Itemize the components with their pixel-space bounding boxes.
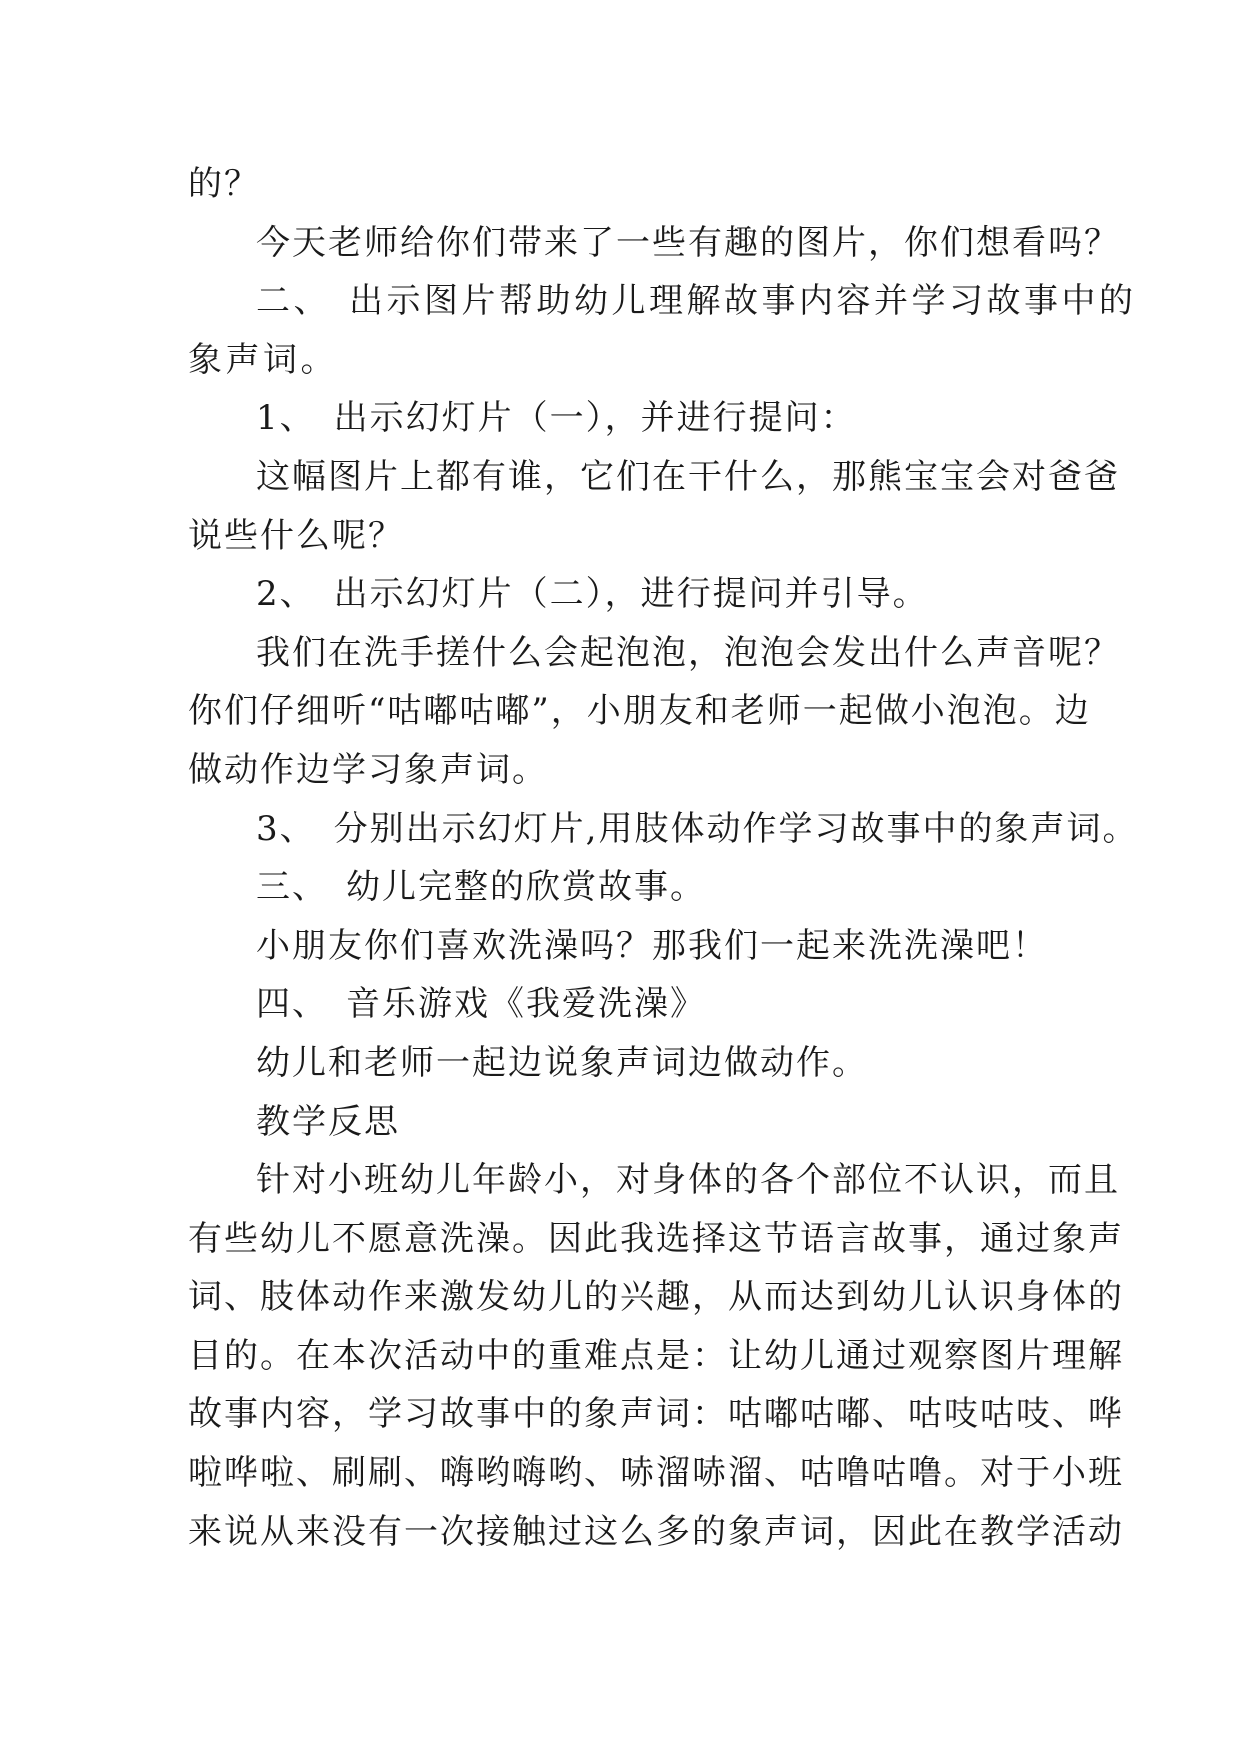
text-line: 来说从来没有一次接触过这么多的象声词，因此在教学活动 — [188, 1511, 1124, 1552]
text-line: 做动作边学习象声词。 — [188, 749, 548, 790]
text-line: 我们在洗手搓什么会起泡泡，泡泡会发出什么声音呢？ — [256, 632, 1120, 673]
item-number: 1、 — [256, 398, 316, 439]
item-text: 出示幻灯片（一），并进行提问： — [333, 398, 857, 439]
text-line: 目的。在本次活动中的重难点是：让幼儿通过观察图片理解 — [188, 1335, 1124, 1376]
text-line: 的？ — [188, 164, 260, 204]
document-body — [188, 155, 1139, 1561]
item-number: 2、 — [256, 574, 316, 615]
list-item — [188, 389, 1050, 448]
text-line: 故事内容，学习故事中的象声词：咕嘟咕嘟、咕吱咕吱、哗 — [188, 1394, 1124, 1435]
text-line: 今天老师给你们带来了一些有趣的图片，你们想看吗？ — [256, 222, 1120, 263]
section-title: 音乐游戏《我爱洗澡》 — [346, 984, 706, 1025]
text-line: 这幅图片上都有谁，它们在干什么，那熊宝宝会对爸爸 — [256, 456, 1120, 497]
section-heading — [188, 272, 1137, 331]
list-item — [188, 800, 1139, 859]
text-line: 啦哗啦、刷刷、嗨哟嗨哟、哧溜哧溜、咕噜咕噜。对于小班 — [188, 1453, 1124, 1494]
text-line: 词、肢体动作来激发幼儿的兴趣，从而达到幼儿认识身体的 — [188, 1277, 1124, 1318]
text-line: 说些什么呢？ — [188, 515, 404, 556]
text-line: 有些幼儿不愿意洗澡。因此我选择这节语言故事，通过象声 — [188, 1218, 1124, 1259]
text-line: 针对小班幼儿年龄小，对身体的各个部位不认识，而且 — [256, 1160, 1120, 1201]
section-title: 幼儿完整的欣赏故事。 — [346, 867, 706, 908]
text-line: 幼儿和老师一起边说象声词边做动作。 — [256, 1042, 868, 1083]
heading: 教学反思 — [256, 1101, 400, 1142]
section-number: 四、 — [256, 984, 328, 1025]
text-line: 你们仔细听“咕嘟咕嘟”，小朋友和老师一起做小泡泡。边 — [188, 691, 1091, 732]
section-number: 三、 — [256, 867, 328, 908]
section-title: 出示图片帮助幼儿理解故事内容并学习故事中的 — [349, 281, 1137, 322]
text-line: 小朋友你们喜欢洗澡吗？那我们一起来洗洗澡吧！ — [256, 925, 1048, 966]
item-number: 3、 — [256, 808, 316, 849]
item-text: 出示幻灯片（二），进行提问并引导。 — [333, 574, 929, 615]
item-text: 分别出示幻灯片,用肢体动作学习故事中的象声词。 — [333, 808, 1139, 849]
section-heading — [188, 975, 1050, 1034]
text-line: 象声词。 — [188, 339, 338, 380]
section-number: 二、 — [256, 281, 331, 322]
section-heading — [188, 858, 1050, 917]
list-item — [188, 565, 1050, 624]
